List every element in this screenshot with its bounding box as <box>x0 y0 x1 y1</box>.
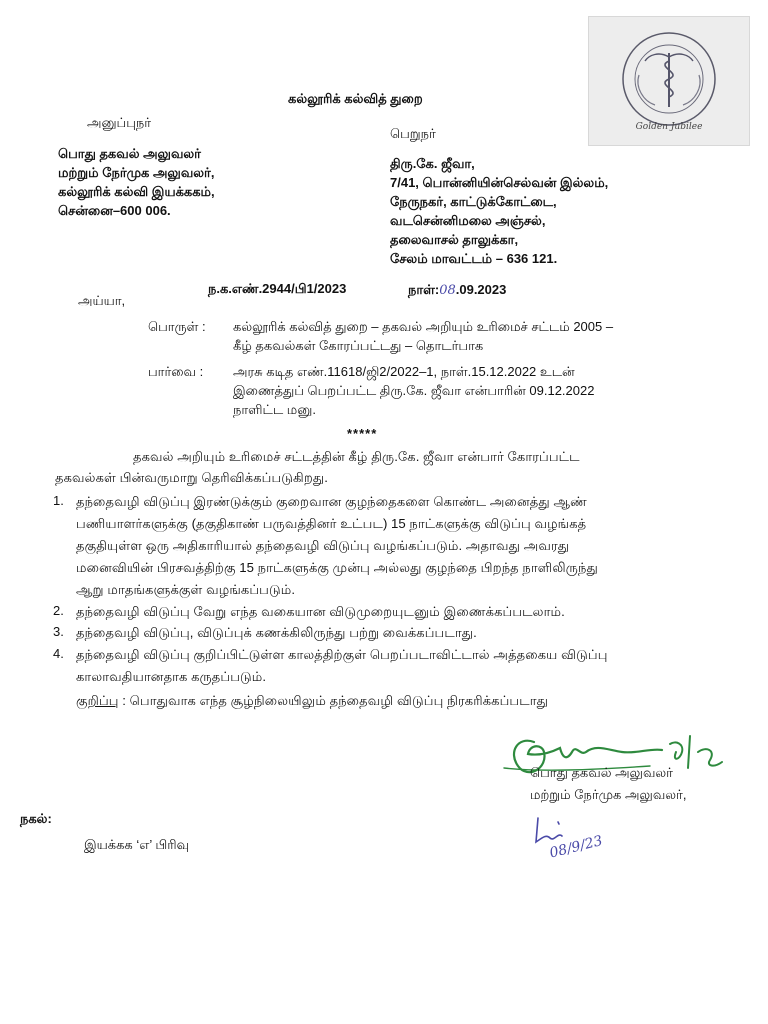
item-line: தந்தைவழி விடுப்பு, விடுப்புக் கணக்கிலிருந்து பற்று வைக்கப்படாது. <box>76 625 477 640</box>
item-number: 4. <box>53 646 64 661</box>
recipient-line: 7/41, பொன்னியின்செல்வன் இல்லம், <box>390 175 609 190</box>
item-line: தந்தைவழி விடுப்பு வேறு எந்த வகையான விடுமுறையுடனும் இணைக்கப்படலாம். <box>76 604 565 619</box>
signatory-title: பொது தகவல் அலுவலர் <box>530 765 673 780</box>
subject-label: பொருள் : <box>148 319 206 334</box>
item-line: காலாவதியானதாக கருதப்படும். <box>76 669 267 684</box>
svg-text:Golden Jubilee: Golden Jubilee <box>635 122 703 132</box>
department-title: கல்லூரிக் கல்வித் துறை <box>288 91 423 106</box>
reference-date <box>408 279 506 301</box>
reference-line: அரசு கடித எண்.11618/ஜி2/2022–1, நாள்.15.12.2022 உடன் <box>233 364 575 379</box>
recipient-line: நேருநகர், காட்டுக்கோட்டை, <box>390 194 557 209</box>
sender-heading: அனுப்புநர் <box>87 115 152 130</box>
separator-stars: ***** <box>347 426 378 441</box>
note <box>76 690 548 711</box>
item-line: மனைவியின் பிரசவத்திற்கு 15 நாட்களுக்கு முன்பு அல்லது குழந்தை பிறந்த நாளிலிருந்து <box>76 560 598 575</box>
reference-line: நாளிட்ட மனு. <box>233 402 316 417</box>
item-number: 1. <box>53 493 64 508</box>
item-number: 2. <box>53 603 64 618</box>
item-line: தந்தைவழி விடுப்பு குறிப்பிட்டுள்ள காலத்திற்குள் பெறப்படாவிட்டால் அத்தகைய விடுப்பு <box>76 647 608 662</box>
sender-line: கல்லூரிக் கல்வி இயக்ககம், <box>58 184 215 199</box>
item-line: தந்தைவழி விடுப்பு இரண்டுக்கும் குறைவான குழந்தைகளை கொண்ட அனைத்து ஆண் <box>76 494 587 509</box>
date-rest: .09.2023 <box>455 282 507 297</box>
copy-recipient: இயக்கக ‘எ’ பிரிவு <box>84 837 190 852</box>
recipient-line: தலைவாசல் தாலுக்கா, <box>390 232 519 247</box>
recipient-line: திரு.கே. ஜீவா, <box>390 156 475 171</box>
date-handwritten: 08 <box>439 283 456 298</box>
salutation: அய்யா, <box>78 293 126 308</box>
item-number: 3. <box>53 624 64 639</box>
sender-line: பொது தகவல் அலுவலர் <box>58 146 201 161</box>
note-text: பொதுவாக எந்த சூழ்நிலையிலும் தந்தைவழி விடுப்பு நிரகரிக்கப்படாது <box>125 693 549 708</box>
reference-line: இணைத்துப் பெறப்பட்ட திரு.கே. ஜீவா என்பாரின் 09.12.2022 <box>233 383 595 398</box>
reference-label: பார்வை : <box>148 364 204 379</box>
recipient-line: வடசென்னிமலை அஞ்சல், <box>390 213 546 228</box>
intro-line: தகவல்கள் பின்வருமாறு தெரிவிக்கப்படுகிறது. <box>55 470 328 485</box>
copy-label: நகல்: <box>20 811 52 826</box>
subject-line: கீழ் தகவல்கள் கோரப்பட்டது – தொடர்பாக <box>233 338 484 353</box>
item-line: பணியாளர்களுக்கு (தகுதிகாண் பருவத்தினர் உட்பட) 15 நாட்களுக்கு விடுப்பு வழங்கத் <box>76 516 587 531</box>
sender-line: சென்னை–600 006. <box>58 203 171 218</box>
intro-line: தகவல் அறியும் உரிமைச் சட்டத்தின் கீழ் திரு.கே. ஜீவா என்பார் கோரப்பட்ட <box>133 449 580 464</box>
association-seal <box>588 16 750 146</box>
date-label: நாள்: <box>408 282 440 297</box>
signatory-designation: மற்றும் நேர்முக அலுவலர், <box>530 787 687 802</box>
subject-line: கல்லூரிக் கல்வித் துறை – தகவல் அறியும் உரிமைச் சட்டம் 2005 – <box>233 319 614 334</box>
note-label: குறிப்பு <box>76 693 119 708</box>
seal-logo-icon <box>589 17 749 145</box>
item-line: தகுதியுள்ள ஒரு அதிகாரியால் தந்தைவழி விடுப்பு வழங்கப்படும். அதாவது அவரது <box>76 538 570 553</box>
recipient-line: சேலம் மாவட்டம் – 636 121. <box>390 251 558 266</box>
initials-date: 08/9/23 <box>548 832 605 862</box>
note-sep: : <box>118 693 126 708</box>
item-line: ஆறு மாதங்களுக்குள் வழங்கப்படும். <box>76 582 295 597</box>
reference-number: ந.க.எண்.2944/பி1/2023 <box>208 281 347 296</box>
sender-line: மற்றும் நேர்முக அலுவலர், <box>58 165 215 180</box>
recipient-heading: பெறுநர் <box>390 126 436 141</box>
